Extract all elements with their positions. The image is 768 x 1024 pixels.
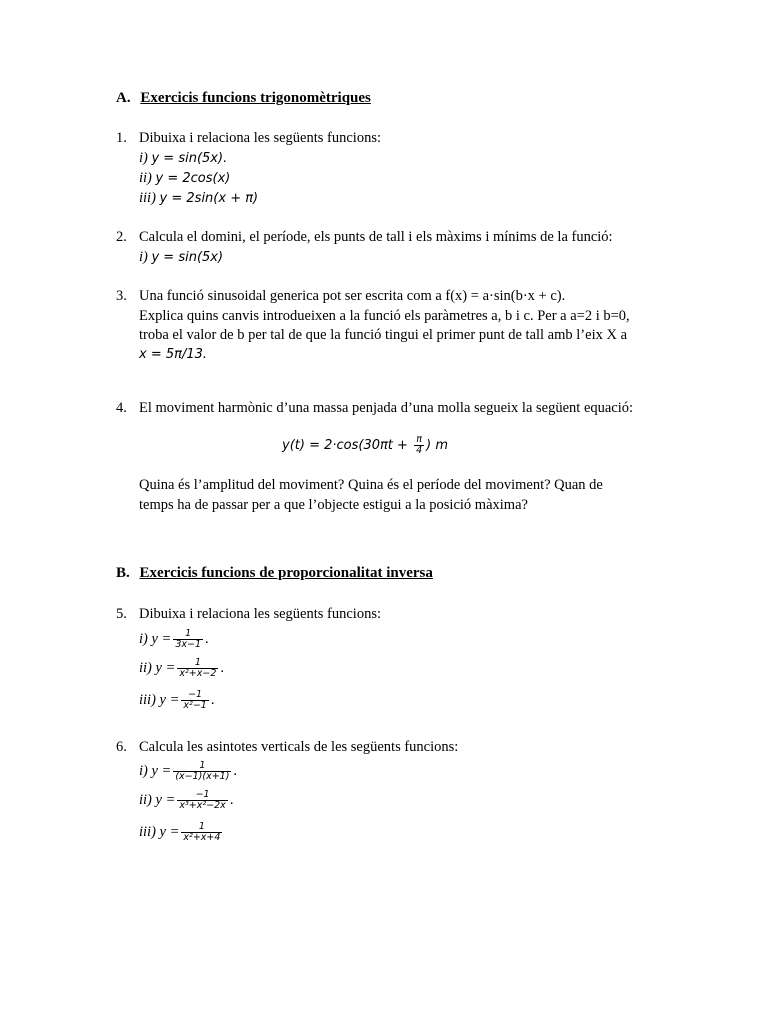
q5-item-2-fraction bbox=[177, 658, 218, 679]
q4-line-2: Quina és l’amplitud del moviment? Quina és el període del moviment? Quan de bbox=[139, 477, 603, 493]
q5-item-2-den: x²+x−2 bbox=[179, 668, 217, 680]
q4-eq-left: y(t) = 2·cos(30πt + bbox=[282, 438, 413, 453]
q5-item-2-num: 1 bbox=[194, 657, 201, 669]
q6-item-2-label: ii) y = bbox=[139, 792, 176, 808]
q1-item-1 bbox=[139, 149, 227, 168]
q5-item-1-end: . bbox=[205, 631, 209, 647]
q1-item-1-label: i) bbox=[139, 150, 148, 166]
q6-item-2-den: x³+x²−2x bbox=[179, 800, 226, 812]
q6-item-3-label: iii) y = bbox=[139, 824, 180, 840]
q5-number: 5. bbox=[116, 606, 127, 622]
q5-item-3-end: . bbox=[210, 692, 215, 708]
q1-text: Dibuixa i relaciona les següents funcions: bbox=[139, 130, 382, 146]
q1-item-2 bbox=[139, 169, 230, 188]
q1-item-1-expr: y = sin(5x). bbox=[151, 151, 228, 166]
q6-item-2-num: −1 bbox=[195, 789, 210, 801]
q6-item-1-num: 1 bbox=[199, 760, 206, 772]
section-b-heading bbox=[116, 564, 433, 582]
q6-item-2-end: . bbox=[229, 792, 234, 808]
q4-eq-fraction bbox=[414, 435, 424, 456]
q6-item-3-den: x²+x+4 bbox=[183, 832, 221, 844]
q1-item-3-label: iii) bbox=[139, 190, 156, 206]
q5-item-2 bbox=[139, 656, 224, 680]
q5-item-1 bbox=[139, 627, 209, 651]
q6-item-1-end: . bbox=[233, 763, 238, 779]
q6-number: 6. bbox=[116, 739, 127, 755]
q5-item-3-fraction bbox=[181, 690, 208, 711]
q3-line-1: Una funció sinusoidal generica pot ser escrita com a f(x) = a·sin(b·x + c). bbox=[139, 288, 566, 304]
q2-number: 2. bbox=[116, 229, 127, 245]
q5-item-2-end: . bbox=[220, 660, 225, 676]
q1-item-2-expr: y = 2cos(x) bbox=[155, 171, 231, 186]
q1-item-2-label: ii) bbox=[139, 170, 152, 186]
q6-item-1-den: (x−1)(x+1) bbox=[175, 771, 230, 783]
q5-item-2-label: ii) y = bbox=[139, 660, 176, 676]
q5-item-1-den: 3x−1 bbox=[175, 639, 201, 651]
q2-item-1-expr: y = sin(5x) bbox=[151, 250, 224, 265]
q3-line-4: x = 5π/13. bbox=[139, 347, 208, 362]
q5-item-1-num: 1 bbox=[185, 628, 192, 640]
q6-item-3-num: 1 bbox=[198, 821, 205, 833]
q3-number: 3. bbox=[116, 288, 127, 304]
q5-item-3-label: iii) y = bbox=[139, 692, 180, 708]
section-a-letter: A. bbox=[116, 90, 131, 106]
q6-item-3 bbox=[139, 820, 224, 844]
q2-item-1 bbox=[139, 248, 223, 267]
q5-item-1-label: i) y = bbox=[139, 631, 172, 647]
q4-equation bbox=[282, 434, 448, 458]
q1-item-3 bbox=[139, 189, 258, 208]
q2-item-1-label: i) bbox=[139, 249, 148, 265]
q6-item-1 bbox=[139, 759, 237, 783]
q4-text: El moviment harmònic d’una massa penjada d’una molla segueix la següent equació: bbox=[139, 400, 634, 416]
q1-item-3-expr: y = 2sin(x + π) bbox=[159, 191, 259, 206]
q5-item-3-num: −1 bbox=[188, 689, 203, 701]
section-a-title: Exercicis funcions trigonomètriques bbox=[140, 90, 371, 106]
q5-text: Dibuixa i relaciona les següents funcions: bbox=[139, 606, 382, 622]
q3-line-3: troba el valor de b per tal de que la funció tingui el primer punt de tall amb l’eix X a bbox=[139, 327, 628, 343]
q1-number: 1. bbox=[116, 130, 127, 146]
q4-number: 4. bbox=[116, 400, 127, 416]
q4-line-3: temps ha de passar per a que l’objecte estigui a la posició màxima? bbox=[139, 497, 528, 513]
q3-line-2: Explica quins canvis introdueixen a la funció els paràmetres a, b i c. Per a a=2 i b=0, bbox=[139, 308, 630, 324]
q4-eq-frac-den: 4 bbox=[416, 445, 423, 456]
q4-eq-frac-num: π bbox=[416, 434, 422, 445]
q6-text: Calcula les asintotes verticals de les següents funcions: bbox=[139, 739, 459, 755]
section-b-title: Exercicis funcions de proporcionalitat inversa bbox=[139, 565, 433, 581]
q5-item-1-fraction bbox=[173, 629, 203, 650]
q4-eq-right: ) m bbox=[426, 438, 448, 453]
q6-item-1-label: i) y = bbox=[139, 763, 172, 779]
q6-item-2-fraction bbox=[177, 790, 227, 811]
q2-text: Calcula el domini, el període, els punts de tall i els màxims i mínims de la funció: bbox=[139, 229, 613, 245]
section-a-heading bbox=[116, 89, 371, 107]
q6-item-3-fraction bbox=[181, 822, 222, 843]
section-b-letter: B. bbox=[116, 565, 130, 581]
q6-item-1-fraction bbox=[173, 761, 231, 782]
q6-item-2 bbox=[139, 788, 233, 812]
q5-item-3 bbox=[139, 688, 214, 712]
q5-item-3-den: x²−1 bbox=[183, 700, 207, 712]
